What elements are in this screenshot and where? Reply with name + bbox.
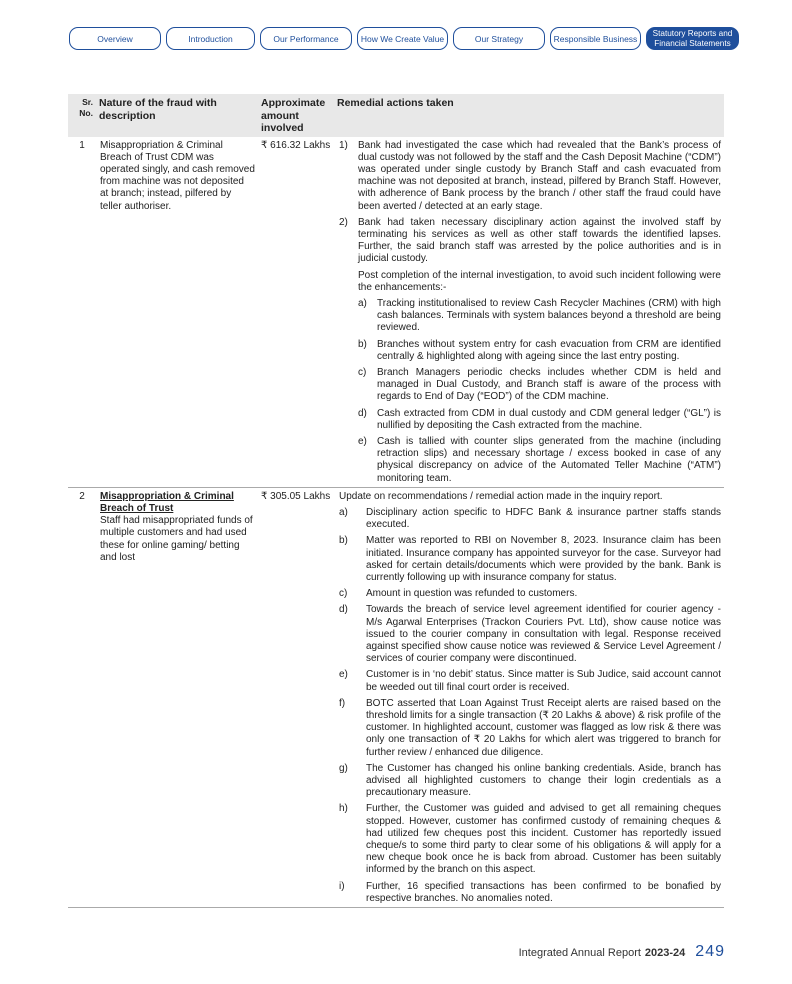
fraud-table <box>68 94 724 908</box>
item-text: Towards the breach of service level agreement identified for courier agency - M/s Agarwal Enterprises (Trackon Couriers Pvt. Ltd), show cause notice was issued to the courier company in consultation with legal. Response received against specified show cause notice was reviewed & Service Level Agreement / services of courier company were discontinued. <box>366 604 721 665</box>
list-item <box>339 698 721 759</box>
item-text: Matter was reported to RBI on November 8, 2023. Insurance claim has been initiated. Insurance company has appointed surveyor for the case. Surveyor had asked for certain details/documents which were provided by the bank. Bank is currently following up with insurance company for status. <box>366 535 721 583</box>
list-item <box>358 367 721 404</box>
item-letter: b) <box>339 535 348 547</box>
list-item <box>339 763 721 800</box>
item-letter: h) <box>339 803 348 815</box>
row2-nature <box>96 487 258 907</box>
row1-remedial <box>334 137 724 488</box>
item-text: Further, 16 specified transactions has been confirmed to be bonafied by respective branches. No anomalies noted. <box>366 880 721 904</box>
item-letter: b) <box>358 338 367 350</box>
row2-sr: 2 <box>68 487 96 907</box>
section-nav <box>69 27 739 50</box>
row1-sr: 1 <box>68 137 96 488</box>
header-sr-no: Sr. No. <box>68 94 96 137</box>
list-item <box>339 507 721 531</box>
list-item <box>339 588 721 600</box>
header-remedial: Remedial actions taken <box>334 94 724 137</box>
page-number: 249 <box>695 943 725 960</box>
item-letter: d) <box>358 407 367 419</box>
list-item <box>339 217 721 266</box>
item-letter: d) <box>339 604 348 616</box>
row1-nature: Misappropriation & Criminal Breach of Trust CDM was operated singly, and cash removed from machine was not deposited at branch; instead, pilfered by teller authoriser. <box>96 137 258 488</box>
item-letter: a) <box>358 297 367 309</box>
row1-amount: ₹ 616.32 Lakhs <box>258 137 334 488</box>
list-item <box>358 339 721 363</box>
item-text: Bank had investigated the case which had revealed that the Bank’s process of dual custody was not followed by the staff and the Cash Deposit Machine (“CDM”) was operated under single custody by Branch Staff and cash evacuated from machine was not deposited at branch, instead, pilfered by Branch Staff. However, with adherence of Bank process by the branch / other staff the fraud could have been averted / detected at an early stage. <box>358 139 721 212</box>
item-letter: g) <box>339 762 348 774</box>
list-item <box>339 669 721 693</box>
row2-remedial <box>334 487 724 907</box>
tab-statutory-reports[interactable] <box>646 27 739 50</box>
table-row <box>68 137 724 488</box>
page-footer <box>519 943 725 961</box>
tab-statutory-line1: Statutory Reports and <box>652 28 733 38</box>
item-text: Tracking institutionalised to review Cash Recycler Machines (CRM) with high cash balances. Terminals with system balances beyond a threshold are being reviewed. <box>377 297 721 334</box>
item-letter: c) <box>358 366 367 378</box>
header-nature: Nature of the fraud with description <box>96 94 258 137</box>
list-item <box>358 298 721 335</box>
report-title: Integrated Annual Report <box>518 947 641 959</box>
item-text: Further, the Customer was guided and advised to get all remaining cheques stopped. However, customer has confirmed custody of remaining cheques & had utilized few cheques post this incident. Customer has reportedly issued cheque/s to some third party to clear some of his obligations & will apply for a new cheque book once he is back from abroad. Customer has been suitably informed by the branch on this aspect. <box>366 803 721 876</box>
row2-amount: ₹ 305.05 Lakhs <box>258 487 334 907</box>
item-letter: i) <box>339 880 345 892</box>
row2-intro: Update on recommendations / remedial action made in the inquiry report. <box>339 490 663 502</box>
item-letter: a) <box>339 506 348 518</box>
tab-our-performance[interactable]: Our Performance <box>260 27 352 50</box>
row2-nature-desc: Staff had misappropriated funds of multiple customers and had used these for online gaming/ betting and lost <box>100 515 253 563</box>
item-text: Customer is in ‘no debit’ status. Since matter is Sub Judice, said account cannot be weeded out till final court order is received. <box>366 669 721 693</box>
tab-how-we-create-value[interactable]: How We Create Value <box>357 27 448 50</box>
item-number: 1) <box>339 139 348 151</box>
item-text: Branches without system entry for cash evacuation from CRM are identified centrally & highlighted along with ageing since the last entry posting. <box>377 338 721 362</box>
table-row <box>68 487 724 907</box>
tab-responsible-business[interactable]: Responsible Business <box>550 27 641 50</box>
tab-overview[interactable]: Overview <box>69 27 161 50</box>
item-text: BOTC asserted that Loan Against Trust Receipt alerts are raised based on the threshold limits for a single transaction (₹ 20 Lakhs & above) & risk profile of the customer. In highlighted account, customer was flagged as low risk & there was only one transaction of ₹ 20 Lakhs for which alert was triggered to branch for further review / enhanced due diligence. <box>366 697 721 758</box>
tab-statutory-line2: Financial Statements <box>654 38 731 48</box>
item-letter: e) <box>339 669 348 681</box>
tab-introduction[interactable]: Introduction <box>166 27 255 50</box>
item-text: Cash extracted from CDM in dual custody and CDM general ledger (“GL”) is nullified by depositing the Cash extracted from the machine. <box>377 407 721 431</box>
item-text: Cash is tallied with counter slips generated from the machine (including retraction slips) and necessary shortage / excess booked in case of any physical discrepancy on advice of the Automated Teller Machine (“ATM”) monitoring team. <box>377 435 721 484</box>
list-item <box>339 803 721 876</box>
list-item <box>339 881 721 905</box>
header-amount: Approximate amount involved <box>258 94 334 137</box>
list-item <box>358 408 721 432</box>
item-letter: c) <box>339 588 348 600</box>
list-item <box>339 535 721 584</box>
list-item <box>339 140 721 213</box>
list-item <box>358 436 721 485</box>
item-text: Bank had taken necessary disciplinary action against the involved staff by terminating his services as well as other staff towards the identified lapses. Further, the said branch staff was arrested by the police authorities and is in judicial custody. <box>358 216 721 265</box>
table-header-row <box>68 94 724 137</box>
item-text: The Customer has changed his online banking credentials. Aside, branch has advised all highlighted customers to change their login credentials as a precautionary measure. <box>366 762 721 799</box>
row2-nature-title: Misappropriation & Criminal Breach of Trust <box>100 490 234 514</box>
post-investigation-text: Post completion of the internal investigation, to avoid such incident following were the enhancements:- <box>358 269 721 293</box>
item-text: Disciplinary action specific to HDFC Bank & insurance partner staffs stands executed. <box>366 506 721 531</box>
report-year: 2023-24 <box>644 947 686 959</box>
item-letter: e) <box>358 435 367 447</box>
list-item <box>339 604 721 665</box>
tab-our-strategy[interactable]: Our Strategy <box>453 27 545 50</box>
item-text: Amount in question was refunded to customers. <box>366 588 578 600</box>
item-letter: f) <box>339 697 346 709</box>
item-text: Branch Managers periodic checks includes whether CDM is held and managed in Dual Custody, and Branch staff is aware of the process with regards to End of Day (“EOD”) of the CDM machine. <box>377 366 721 403</box>
item-number: 2) <box>339 216 348 228</box>
